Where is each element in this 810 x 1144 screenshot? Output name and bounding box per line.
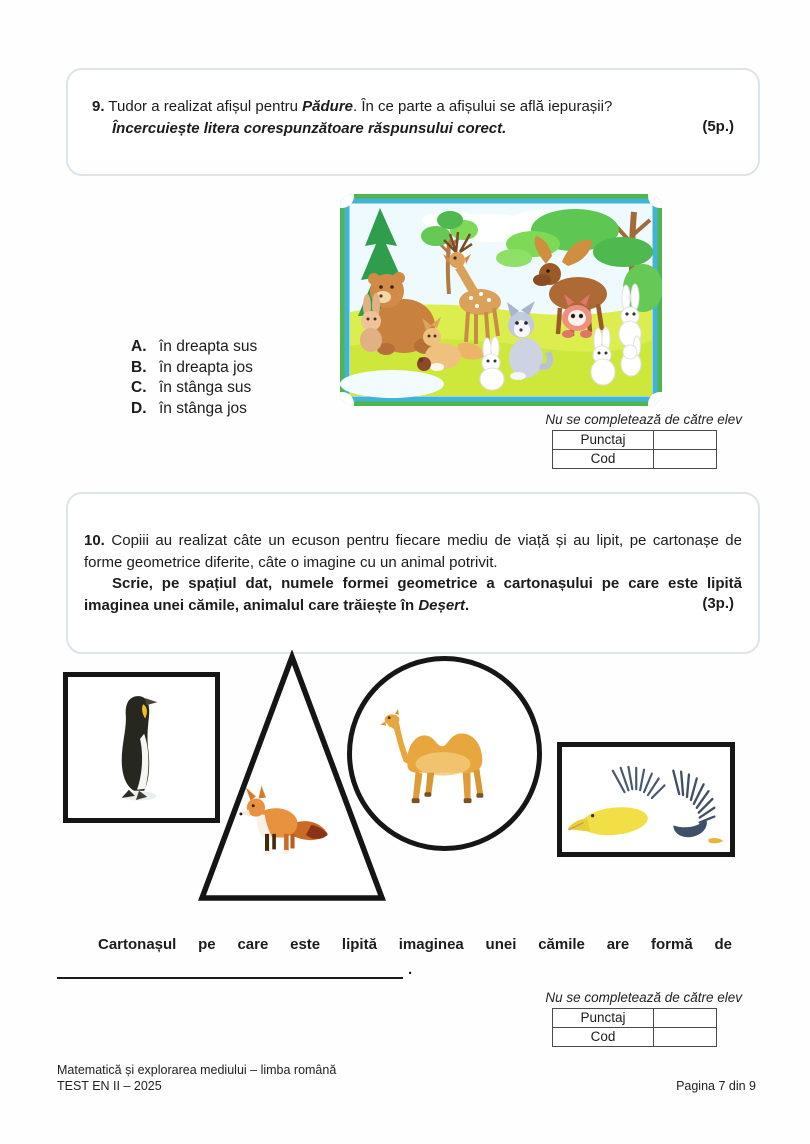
punctaj-value-cell: [654, 431, 716, 449]
option-d: D. în stânga jos: [131, 399, 247, 417]
cod-value-cell: [654, 1028, 716, 1046]
answer-sentence-period: .: [408, 961, 413, 978]
answer-blank-line: [57, 960, 403, 979]
score-row-cod: Cod: [553, 1027, 716, 1046]
question-9-instruction: Încercuiește litera corespunzătoare răspunsului corect.: [112, 120, 507, 137]
pelican-image: [564, 749, 728, 849]
question-9-points: (5p.): [702, 118, 734, 135]
score-row-punctaj: Punctaj: [553, 431, 716, 449]
question-9-keyword: Pădure: [302, 98, 353, 115]
rectangle-card-pelican: [557, 742, 735, 857]
forest-poster-image: [340, 194, 662, 406]
score-table-2: [552, 1008, 717, 1047]
question-10-text: 10. Copiii au realizat câte un ecuson pentru fiecare mediu de viață și au lipit, pe cartonașe de forme geometrice diferite, câte o imagine cu un animal potrivit.: [84, 532, 742, 571]
question-9-box: [66, 68, 760, 176]
penguin-image: [106, 691, 168, 803]
question-9-text: 9. Tudor a realizat afișul pentru Pădure. În ce parte a afișului se află iepurașii?: [92, 98, 613, 115]
camel-image: [378, 705, 516, 808]
fox-image: [235, 778, 335, 858]
question-10-keyword: Deșert: [418, 596, 466, 614]
answer-sentence: Cartonașul pe care este lipită imaginea unei cămile are formă de: [98, 936, 732, 953]
question-10-box: [66, 492, 760, 654]
teacher-only-note-2: Nu se completează de către elev: [545, 990, 742, 1005]
question-10-instruction: Scrie, pe spațiul dat, numele formei geometrice a cartonașului pe care este lipită imaginea unei cămile, animalul care trăiește în Deșert.: [84, 575, 742, 614]
option-b: B. în dreapta jos: [131, 358, 253, 376]
footer-test-name: TEST EN II – 2025: [57, 1079, 162, 1093]
score-row-cod: Cod: [553, 449, 716, 468]
footer-subject: Matematică și explorarea mediului – limba română: [57, 1063, 337, 1077]
option-c: C. în stânga sus: [131, 379, 252, 396]
teacher-only-note-1: Nu se completează de către elev: [545, 412, 742, 427]
question-10-points: (3p.): [702, 595, 734, 612]
punctaj-value-cell: [654, 1009, 716, 1027]
question-9-number: 9.: [92, 98, 105, 115]
question-10-number: 10.: [84, 532, 105, 549]
option-a: A. în dreapta sus: [131, 338, 258, 355]
cod-value-cell: [654, 450, 716, 468]
score-table-1: [552, 430, 717, 469]
answer-options: [131, 337, 257, 419]
score-row-punctaj: Punctaj: [553, 1009, 716, 1027]
footer-page-number: Pagina 7 din 9: [676, 1079, 756, 1093]
